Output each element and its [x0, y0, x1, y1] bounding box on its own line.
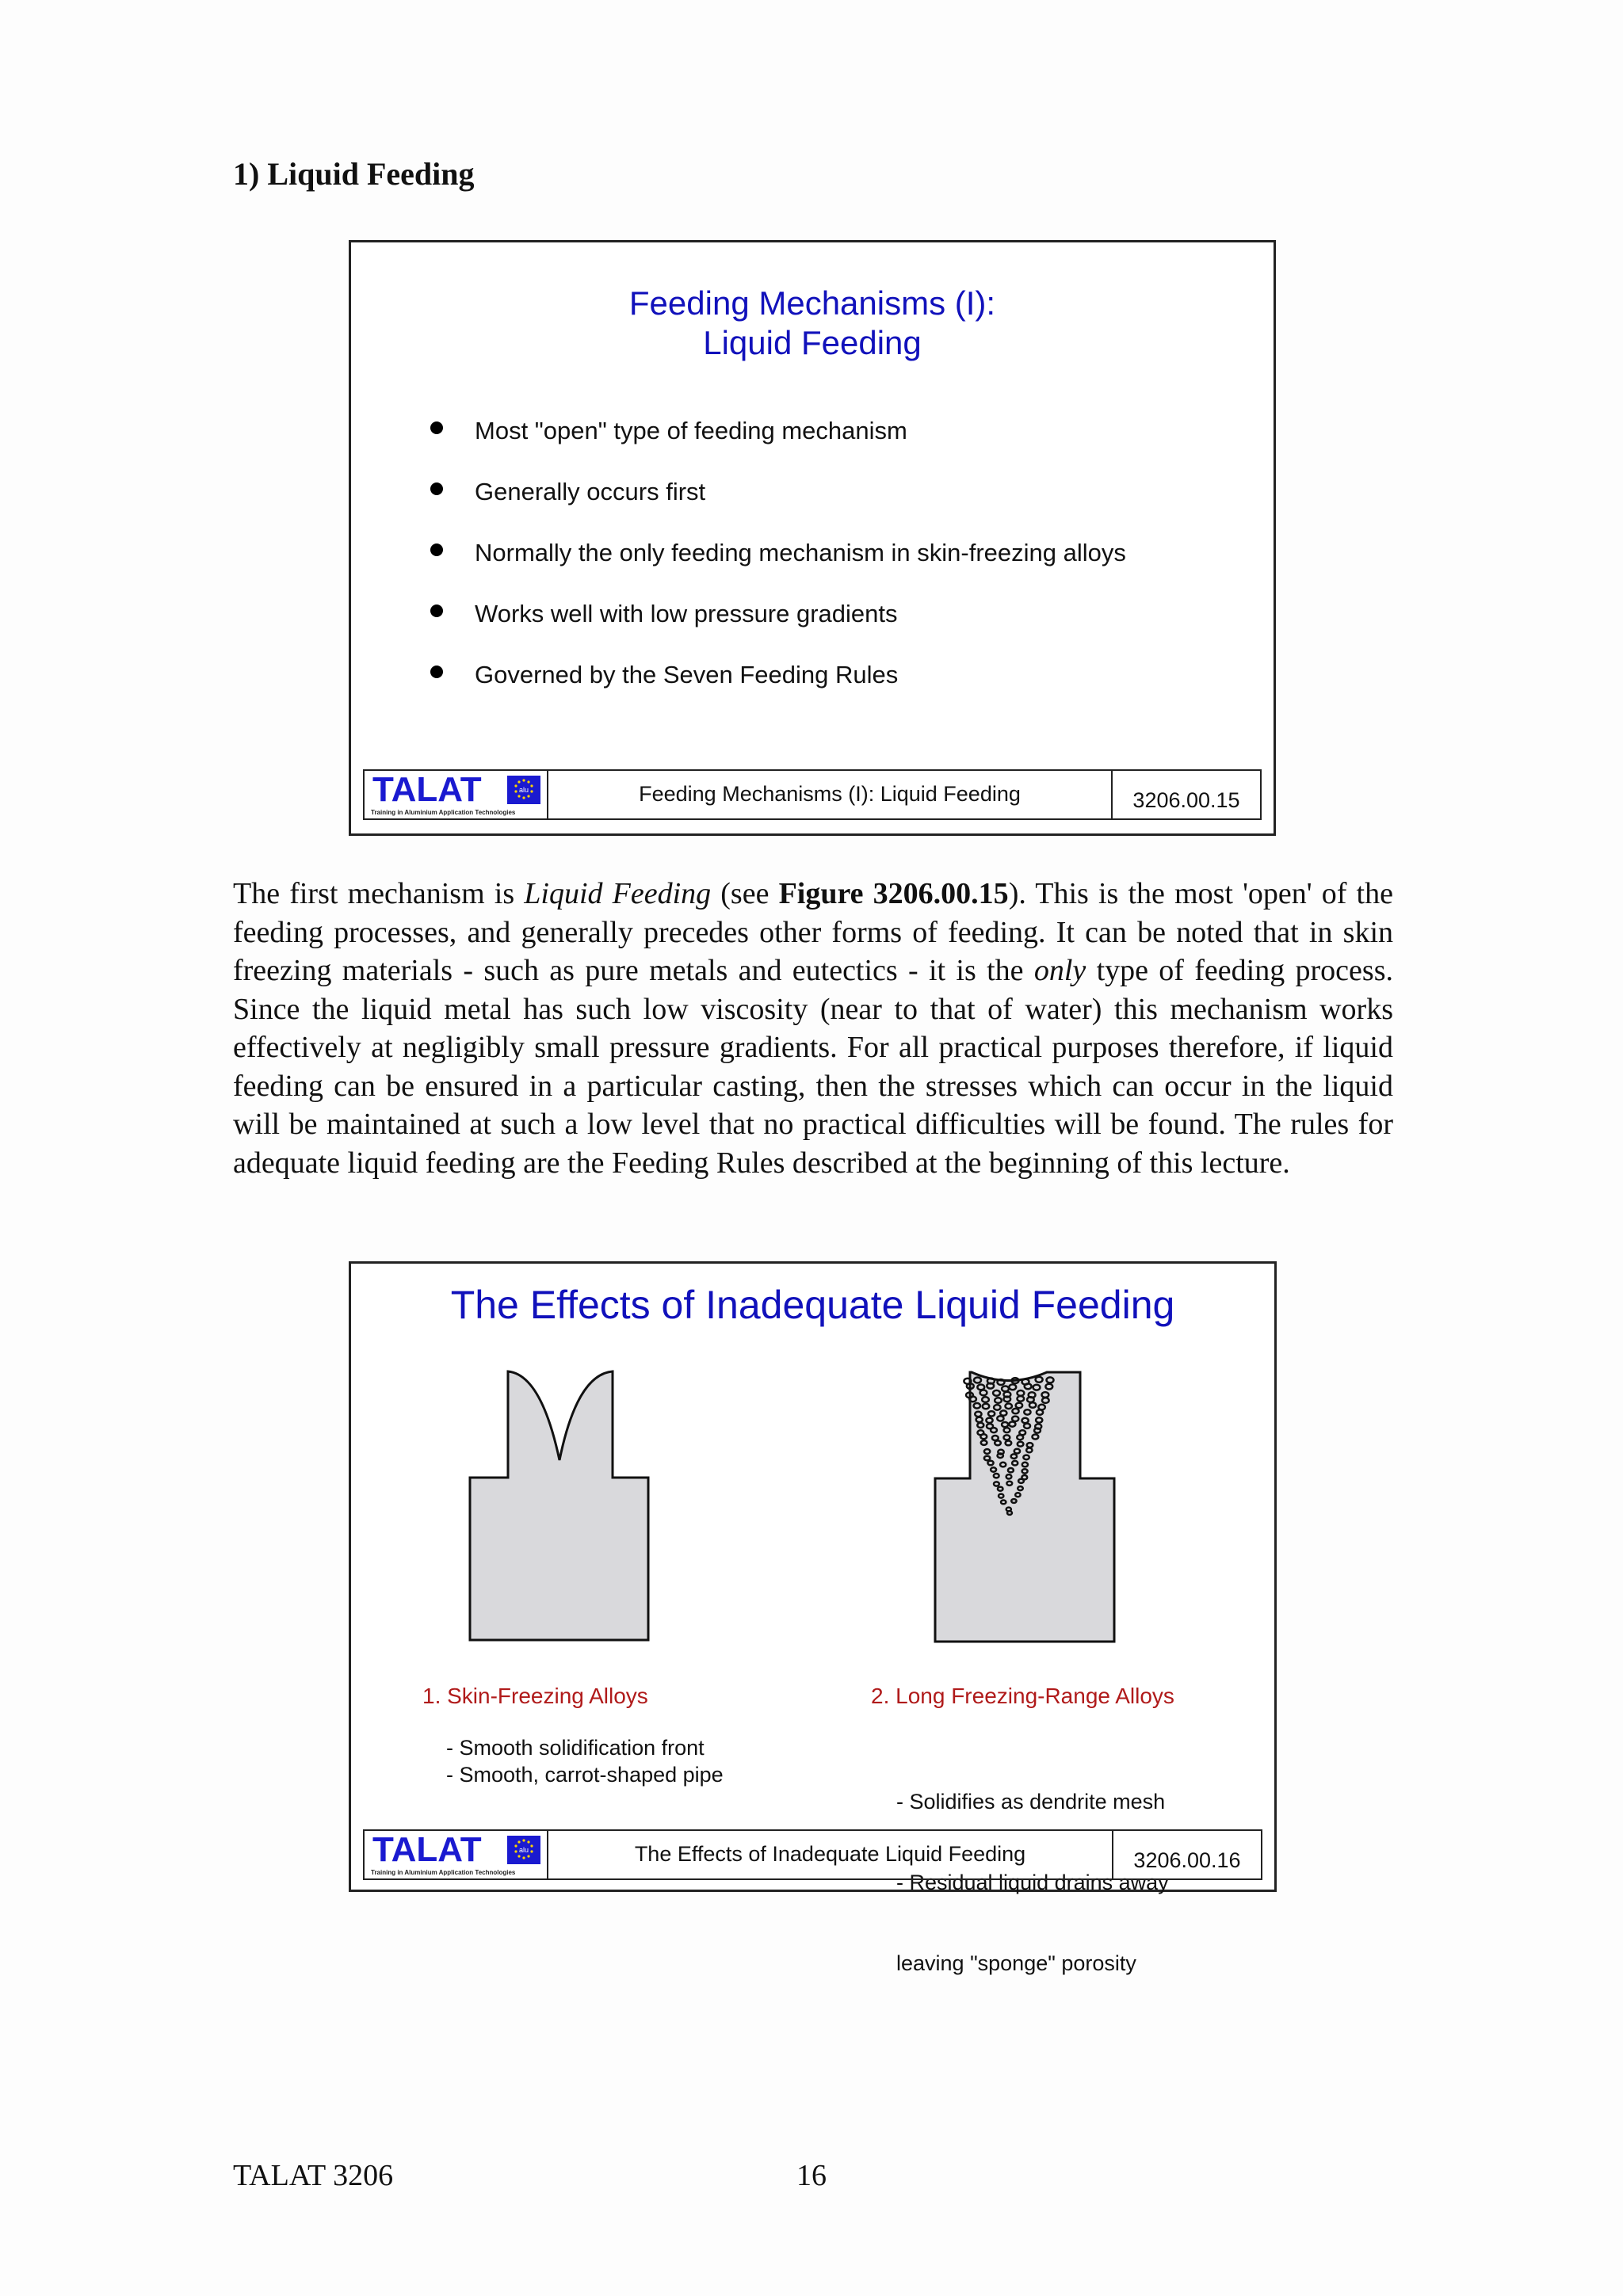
paragraph-text: type of feeding process. Since the liquid metal has such low viscosity (near to that of water) this mechanism works effectively at negligibly small pressure gradients. For all practical purposes therefore, if liquid feeding can be ensured in a particular casting, then the stresses which can occur in the liquid will be maintained at such a low level that no practical difficulties will be found. The rules for adequate liquid feeding are the Feeding Rules described at the beginning of this lecture. [233, 954, 1393, 1180]
svg-text:alu: alu [518, 1846, 529, 1854]
talat-logo-subtitle: Training in Aluminium Application Technologies [371, 809, 516, 816]
note-item: leaving "sponge" porosity [896, 1951, 1136, 1975]
skin-freezing-heading: 1. Skin-Freezing Alloys [422, 1684, 648, 1708]
eu-flag-icon [507, 776, 540, 804]
bullet-text: Governed by the Seven Feeding Rules [475, 661, 899, 688]
bullet-icon [430, 482, 443, 495]
paragraph-italic-term: Liquid Feeding [524, 877, 712, 910]
paragraph-italic-term: only [1033, 954, 1086, 987]
talat-logo [365, 1831, 548, 1878]
section-heading: 1) Liquid Feeding [233, 156, 475, 192]
talat-logo-subtitle: Training in Aluminium Application Technologies [371, 1869, 516, 1876]
slide-caption: Feeding Mechanisms (I): Liquid Feeding [548, 771, 1113, 818]
bullet-icon [430, 421, 443, 434]
casting-diagrams [351, 1264, 1274, 1707]
skin-freezing-casting-shape [470, 1371, 648, 1640]
talat-logo-text: TALAT [372, 770, 482, 809]
figure-reference: Figure 3206.00.15 [778, 877, 1009, 910]
figure-slide-liquid-feeding [349, 240, 1276, 836]
slide-code: 3206.00.16 [1133, 1848, 1241, 1872]
bullet-text: Normally the only feeding mechanism in skin-freezing alloys [475, 539, 1126, 566]
long-freezing-heading: 2. Long Freezing-Range Alloys [871, 1684, 1174, 1708]
paragraph-text: The first mechanism is [233, 877, 525, 910]
bullet-text: Most "open" type of feeding mechanism [475, 417, 907, 444]
bullet-text: Works well with low pressure gradients [475, 600, 898, 627]
bullet-item [430, 661, 1126, 722]
slide-footer [363, 769, 1262, 820]
slide-code: 3206.00.15 [1132, 788, 1240, 812]
note-item: - Smooth, carrot-shaped pipe [446, 1763, 724, 1787]
slide-title [351, 284, 1274, 363]
paragraph-text: ). This is the most 'open' of the feeding processes, and generally precedes other forms of feeding. It can be noted that in skin freezing materials - such as pure metals and eutectics - it is the [233, 877, 1393, 987]
slide-title-line-1: Feeding Mechanisms (I): [628, 284, 996, 322]
slide-title-line-2: Liquid Feeding [703, 324, 922, 361]
bullet-item [430, 417, 1126, 478]
note-item: - Solidifies as dendrite mesh [896, 1790, 1166, 1814]
slide-footer [363, 1829, 1262, 1880]
skin-freezing-notes [446, 1734, 724, 1788]
document-id: TALAT 3206 [233, 2159, 394, 2192]
bullet-icon [430, 543, 443, 556]
body-paragraph [233, 875, 1393, 1182]
figure-slide-inadequate-feeding [349, 1261, 1277, 1975]
bullet-item [430, 600, 1126, 661]
page-number: 16 [796, 2159, 827, 2192]
eu-flag-icon [507, 1836, 540, 1864]
bullet-icon [430, 666, 443, 678]
slide-title: The Effects of Inadequate Liquid Feeding [450, 1283, 1175, 1327]
paragraph-text: (see [711, 877, 779, 910]
talat-logo [365, 771, 548, 818]
long-freezing-notes [896, 1734, 1169, 2031]
bullet-text: Generally occurs first [475, 478, 706, 505]
note-item: - Residual liquid drains away [896, 1871, 1169, 1894]
talat-logo-text: TALAT [372, 1830, 482, 1869]
svg-text:alu: alu [518, 786, 529, 794]
bullet-item [430, 539, 1126, 600]
bullet-item [430, 478, 1126, 539]
note-item: - Smooth solidification front [446, 1736, 705, 1760]
slide-caption: The Effects of Inadequate Liquid Feeding [548, 1831, 1113, 1878]
bullet-icon [430, 605, 443, 617]
bullet-list [430, 417, 1126, 722]
